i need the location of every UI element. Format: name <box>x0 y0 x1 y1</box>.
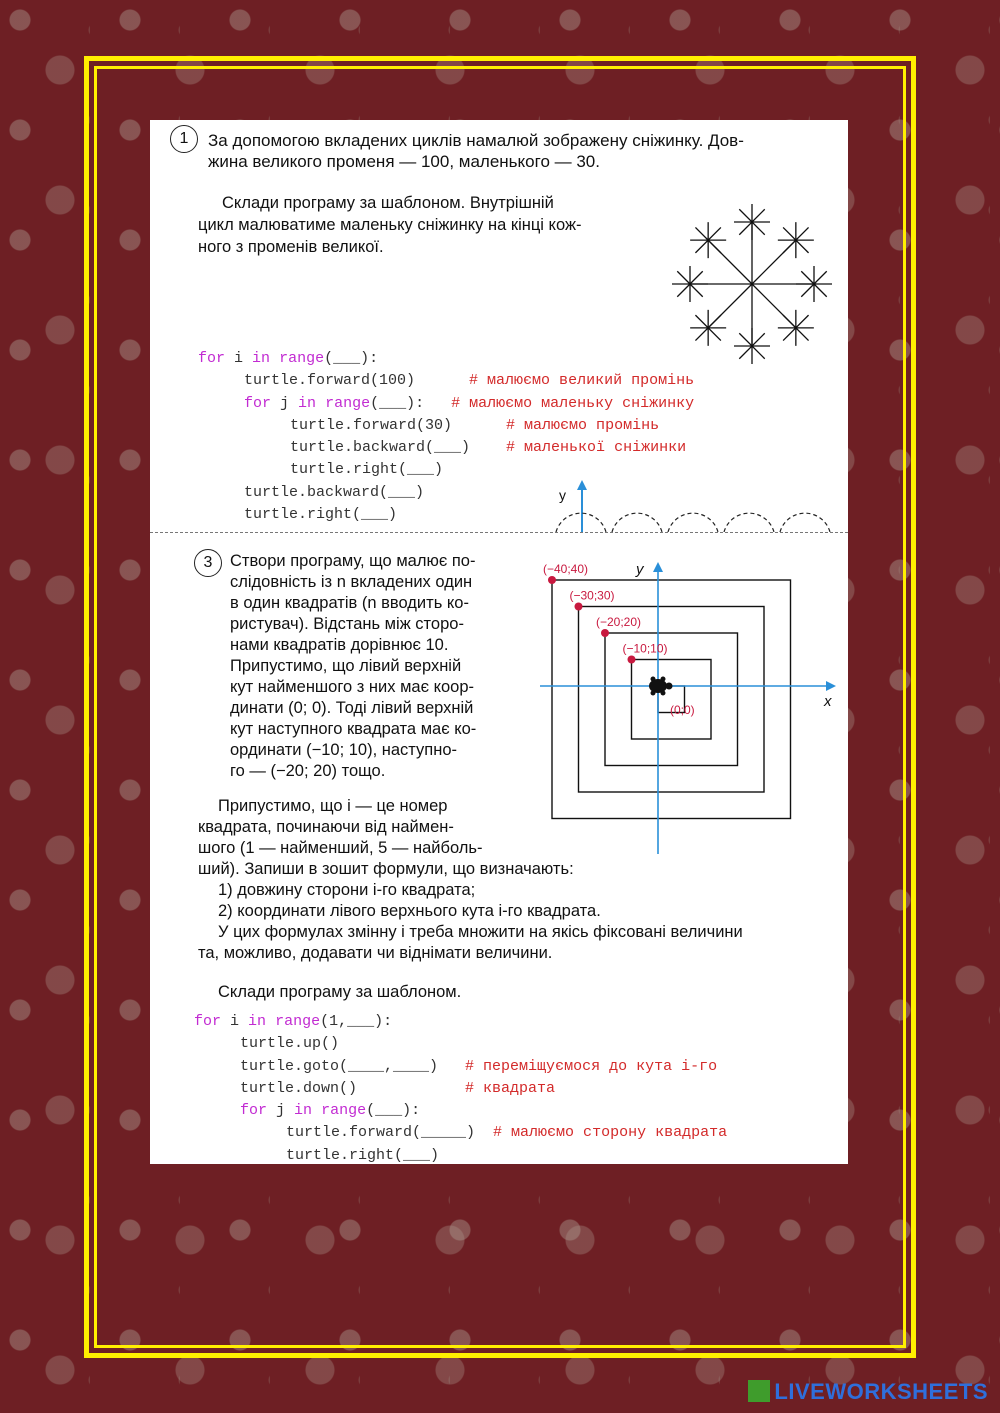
code-text: turtle.right(___) <box>286 1146 440 1164</box>
y-axis-arrow <box>577 480 587 490</box>
code-comment: # квадрата <box>465 1079 556 1097</box>
code-text <box>266 1013 275 1030</box>
task-3-paragraph-2: Припустимо, що i — це номер квадрата, починаючи від наймен- шого (1 — найменший, 5 — найболь- <box>198 797 483 857</box>
code-keyword: in <box>298 394 317 412</box>
code-line <box>198 415 694 437</box>
code-comment: # малюємо сторону квадрата <box>493 1124 728 1142</box>
code-comment: # малюємо промінь <box>506 416 660 434</box>
code-text: turtle.goto(____,____) <box>240 1057 466 1075</box>
code-comment: # малюємо маленьку сніжинку <box>451 394 695 412</box>
code-keyword: range <box>275 1013 321 1030</box>
square-5 <box>552 580 791 819</box>
code-text: turtle.forward(100) <box>244 372 470 390</box>
code-line <box>194 1122 727 1144</box>
task-3-description: Створи програму, що малює по- слідовність із n вкладених один в один квадратів (n вводить ко- ристувач). Відстань між сторо- нами квадратів дорівнює 10. Припустимо, що лівий верхній кут найменшого з них має коор- динати (0; 0). Тоді лівий верхній кут наступного квадрата має ко- ординати (−10; 10), наступно- го — (−20; 20) тощо. <box>230 552 477 780</box>
corner-label: (−40;40) <box>543 562 589 576</box>
nested-squares-diagram <box>538 554 842 858</box>
code-text: turtle.forward(30) <box>290 416 507 434</box>
code-keyword: range <box>321 1102 367 1120</box>
y-axis-arrow <box>653 562 663 572</box>
code-text: j <box>267 1102 295 1120</box>
task-1-instructions: Склади програму за шаблоном. Внутрішній цикл малюватиме маленьку сніжинку на кінці кож- ного з променів великої. <box>198 194 582 256</box>
worksheet <box>150 120 848 1164</box>
code-comment: # переміщуємося до кута і-го <box>465 1057 718 1075</box>
code-keyword: for <box>240 1102 268 1120</box>
corner-point <box>601 629 609 637</box>
code-line <box>194 1011 727 1033</box>
code-keyword: in <box>252 350 271 367</box>
code-keyword: range <box>325 394 371 412</box>
task-3-template-intro: Склади програму за шаблоном. <box>218 983 462 1001</box>
code-text: j <box>271 394 299 412</box>
code-line <box>198 370 694 392</box>
code-text: (___): <box>366 1102 421 1120</box>
code-text: turtle.backward(___) <box>244 483 425 501</box>
code-line <box>194 1033 727 1055</box>
code-text: turtle.right(___) <box>290 461 444 479</box>
corner-label: (−30;30) <box>569 588 615 603</box>
y-axis-label-partial: y <box>559 487 566 503</box>
code-line <box>194 1100 727 1122</box>
square-2 <box>632 660 712 740</box>
corner-label: (−10;10) <box>622 641 668 656</box>
task-2-partial-figure <box>542 480 832 532</box>
task-3-code-template <box>194 1011 727 1167</box>
section-divider <box>150 532 848 534</box>
task-1-heading: За допомогою вкладених циклів намалюй зображену сніжинку. Дов- жина великого променя — 100, маленького — 30. <box>208 131 744 171</box>
corner-label: (0;0) <box>670 703 695 717</box>
corner-point <box>628 656 636 664</box>
code-keyword: range <box>279 350 325 367</box>
code-text: (1,___): <box>320 1013 393 1030</box>
code-keyword: in <box>294 1102 313 1120</box>
code-keyword: for <box>198 350 226 367</box>
x-axis-arrow <box>826 681 836 691</box>
code-comment: # маленької сніжинки <box>506 439 687 457</box>
task-1-number: 1 <box>170 125 198 153</box>
code-text <box>270 350 279 367</box>
code-keyword: in <box>248 1013 267 1030</box>
code-text: turtle.backward(___) <box>290 439 507 457</box>
code-keyword: for <box>244 394 272 412</box>
snowflake-figure <box>662 198 842 370</box>
code-text: (___): <box>370 394 452 412</box>
code-line <box>198 348 694 370</box>
dashed-arcs <box>556 513 830 532</box>
task-3-number: 3 <box>194 549 222 577</box>
code-line <box>194 1078 727 1100</box>
corner-point <box>575 603 583 611</box>
corner-label: (−20;20) <box>596 615 642 629</box>
code-text: (___): <box>324 350 379 367</box>
turtle-icon <box>649 677 673 696</box>
code-text <box>316 395 325 412</box>
code-text: i <box>221 1013 249 1030</box>
code-text: turtle.down() <box>240 1079 466 1097</box>
code-text <box>312 1102 321 1119</box>
watermark-logo: LIVEWORKSHEETS <box>748 1379 988 1405</box>
code-line <box>198 459 694 481</box>
code-text: turtle.up() <box>240 1035 340 1053</box>
code-line <box>198 393 694 415</box>
code-text: turtle.right(___) <box>244 506 398 524</box>
task-3-formulas-text: ший). Запиши в зошит формули, що визначають: 1) довжину сторони i-го квадрата; 2) координати лівого верхнього кута i-го квадрата. У цих формулах змінну i треба множити на якісь фіксовані величини та, можливо, додавати чи віднімати величини. <box>198 860 743 962</box>
code-comment: # малюємо великий промінь <box>469 372 695 390</box>
code-text: i <box>225 350 253 367</box>
y-axis-label: y <box>636 561 644 578</box>
code-keyword: for <box>194 1013 222 1030</box>
code-line <box>194 1145 727 1167</box>
code-line <box>198 437 694 459</box>
x-axis-label: x <box>824 693 832 710</box>
code-text: turtle.forward(_____) <box>286 1124 494 1142</box>
logo-icon <box>748 1380 770 1402</box>
corner-point <box>548 576 556 584</box>
code-line <box>194 1056 727 1078</box>
